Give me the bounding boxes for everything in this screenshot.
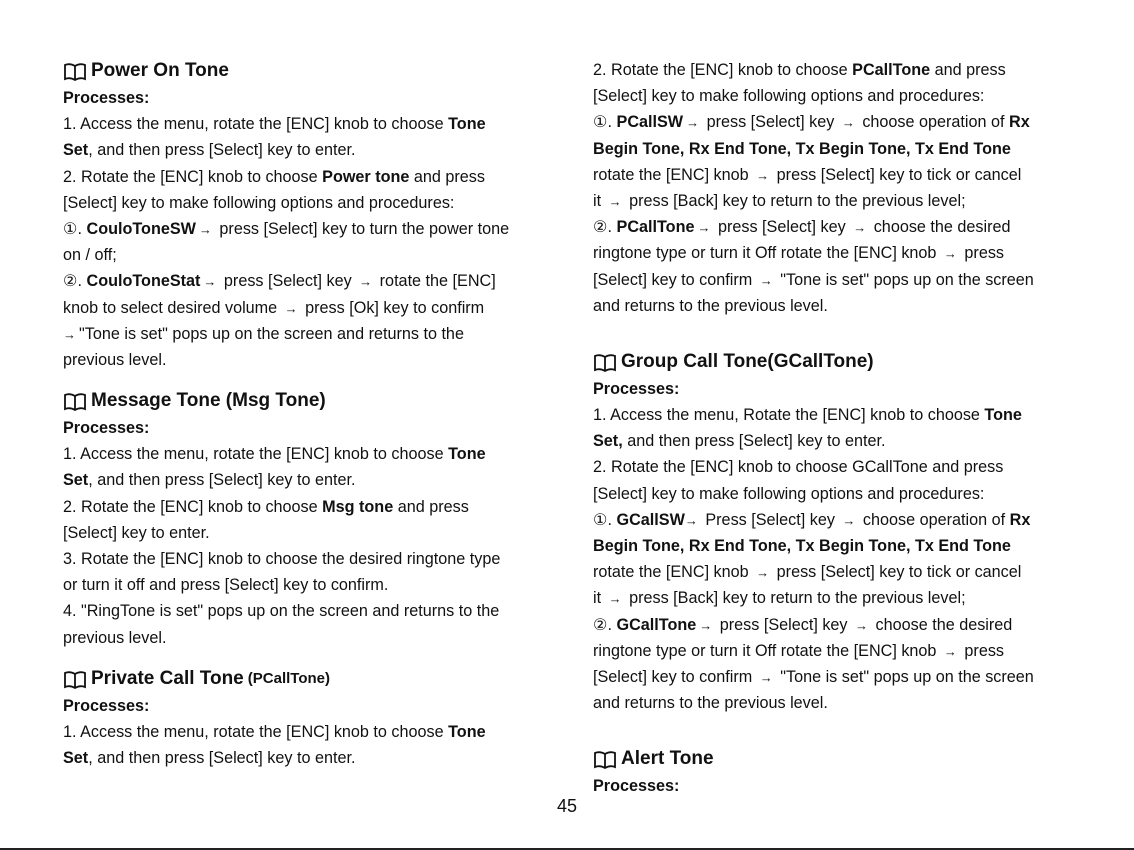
option-line: → "Tone is set" pops up on the screen and returns to the — [63, 321, 545, 347]
processes-label: Processes: — [63, 419, 150, 438]
option-line: and returns to the previous level. — [593, 694, 828, 713]
arrow-icon: → — [756, 565, 770, 581]
book-icon — [63, 392, 87, 412]
option-line: rotate the [ENC] knob → press [Select] key to tick or cancel — [593, 162, 1083, 188]
option-line: it → press [Back] key to return to the previous level; — [593, 585, 1083, 611]
option-line: ②. PCallTone → press [Select] key → choose the desired — [593, 214, 1083, 240]
arrow-icon: → — [699, 617, 713, 633]
step-line: 2. Rotate the [ENC] knob to choose GCallTone and press — [593, 458, 1004, 477]
processes-label: Processes: — [63, 89, 150, 107]
arrow-icon: → — [198, 221, 212, 237]
arrow-icon: → — [359, 274, 373, 290]
arrow-icon: → — [608, 591, 622, 607]
option-line: rotate the [ENC] knob → press [Select] key to tick or cancel — [593, 559, 1083, 585]
option-line: Begin Tone, Rx End Tone, Tx Begin Tone, Tx End Tone — [593, 139, 1011, 158]
option-line: ①. PCallSW → press [Select] key → choose operation of Rx — [593, 109, 1083, 135]
step-line: 1. Access the menu, Rotate the [ENC] knob to choose Tone — [593, 406, 1022, 425]
book-icon — [593, 353, 617, 373]
book-icon — [593, 750, 617, 770]
arrow-icon: → — [855, 617, 869, 633]
left-column — [63, 57, 545, 771]
arrow-icon: → — [284, 300, 298, 316]
arrow-icon: → — [759, 272, 773, 288]
option-line: previous level. — [63, 350, 167, 369]
option-line: Begin Tone, Rx End Tone, Tx Begin Tone, Tx End Tone — [593, 537, 1011, 555]
arrow-icon: → — [697, 220, 711, 236]
arrow-icon: → — [686, 115, 700, 131]
option-line: ②. CouloToneStat → press [Select] key → rotate the [ENC] — [63, 268, 545, 294]
step-line: 1. Access the menu, rotate the [ENC] knob to choose Tone — [63, 115, 486, 134]
step-line: Set, and then press [Select] key to enter. — [63, 749, 356, 768]
book-icon — [63, 670, 87, 690]
arrow-icon: → — [853, 220, 867, 236]
step-line: or turn it off and press [Select] key to confirm. — [63, 576, 389, 595]
arrow-icon: → — [943, 643, 957, 659]
section-heading-alert-tone: Alert Tone — [593, 745, 1083, 773]
processes-label: Processes: — [593, 777, 680, 796]
arrow-icon: → — [608, 193, 622, 209]
book-icon — [63, 62, 87, 82]
step-line: 2. Rotate the [ENC] knob to choose PCallTone and press — [593, 61, 1006, 79]
section-heading-group-call-tone: Group Call Tone(GCallTone) — [593, 348, 1083, 376]
option-line: [Select] key to confirm → "Tone is set" pops up on the screen — [593, 267, 1083, 293]
step-line: [Select] key to make following options and procedures: — [593, 484, 985, 503]
step-line: 4. "RingTone is set" pops up on the screen and returns to the — [63, 602, 500, 621]
section-heading-private-call-tone: Private Call Tone (PCallTone) — [63, 665, 545, 693]
step-line: Set, and then press [Select] key to enter. — [593, 432, 886, 451]
option-line: ringtone type or turn it Off rotate the [ENC] knob → press — [593, 240, 1083, 266]
arrow-icon: → — [203, 274, 217, 290]
processes-label: Processes: — [593, 379, 680, 398]
processes-label: Processes: — [63, 696, 150, 715]
arrow-icon: → — [842, 512, 856, 528]
step-line: Set, and then press [Select] key to enter. — [63, 141, 356, 160]
section-heading-power-on-tone: Power On Tone — [63, 57, 545, 85]
right-column — [593, 57, 1083, 800]
step-line: [Select] key to make following options and procedures: — [593, 87, 985, 106]
option-line: ①. GCallSW→ Press [Select] key → choose operation of Rx — [593, 507, 1083, 533]
arrow-icon: → — [943, 246, 957, 262]
arrow-icon: → — [684, 512, 698, 528]
step-line: [Select] key to make following options and procedures: — [63, 193, 455, 212]
section-heading-message-tone: Message Tone (Msg Tone) — [63, 387, 545, 415]
step-line: 1. Access the menu, rotate the [ENC] knob to choose Tone — [63, 445, 486, 464]
step-line: Set, and then press [Select] key to enter. — [63, 471, 356, 490]
step-line: 3. Rotate the [ENC] knob to choose the desired ringtone type — [63, 550, 501, 568]
step-line: 2. Rotate the [ENC] knob to choose Power tone and press — [63, 167, 485, 186]
option-line: ringtone type or turn it Off rotate the [ENC] knob → press — [593, 638, 1083, 664]
step-line: 1. Access the menu, rotate the [ENC] knob to choose Tone — [63, 722, 486, 741]
option-line: and returns to the previous level. — [593, 296, 828, 315]
arrow-icon: → — [841, 115, 855, 131]
step-line: previous level. — [63, 628, 167, 647]
page-number: 45 — [556, 796, 578, 816]
option-line: ②. GCallTone → press [Select] key → choose the desired — [593, 612, 1083, 638]
arrow-icon: → — [756, 167, 770, 183]
option-line: ①. CouloToneSW → press [Select] key to turn the power tone — [63, 216, 545, 242]
option-line: [Select] key to confirm → "Tone is set" pops up on the screen — [593, 664, 1083, 690]
option-line: knob to select desired volume → press [Ok] key to confirm — [63, 295, 545, 321]
step-line: [Select] key to enter. — [63, 523, 210, 542]
arrow-icon: → — [759, 669, 773, 685]
option-line: it → press [Back] key to return to the previous level; — [593, 188, 1083, 214]
step-line: 2. Rotate the [ENC] knob to choose Msg tone and press — [63, 497, 469, 516]
option-line: on / off; — [63, 246, 117, 265]
arrow-icon: → — [63, 326, 76, 342]
